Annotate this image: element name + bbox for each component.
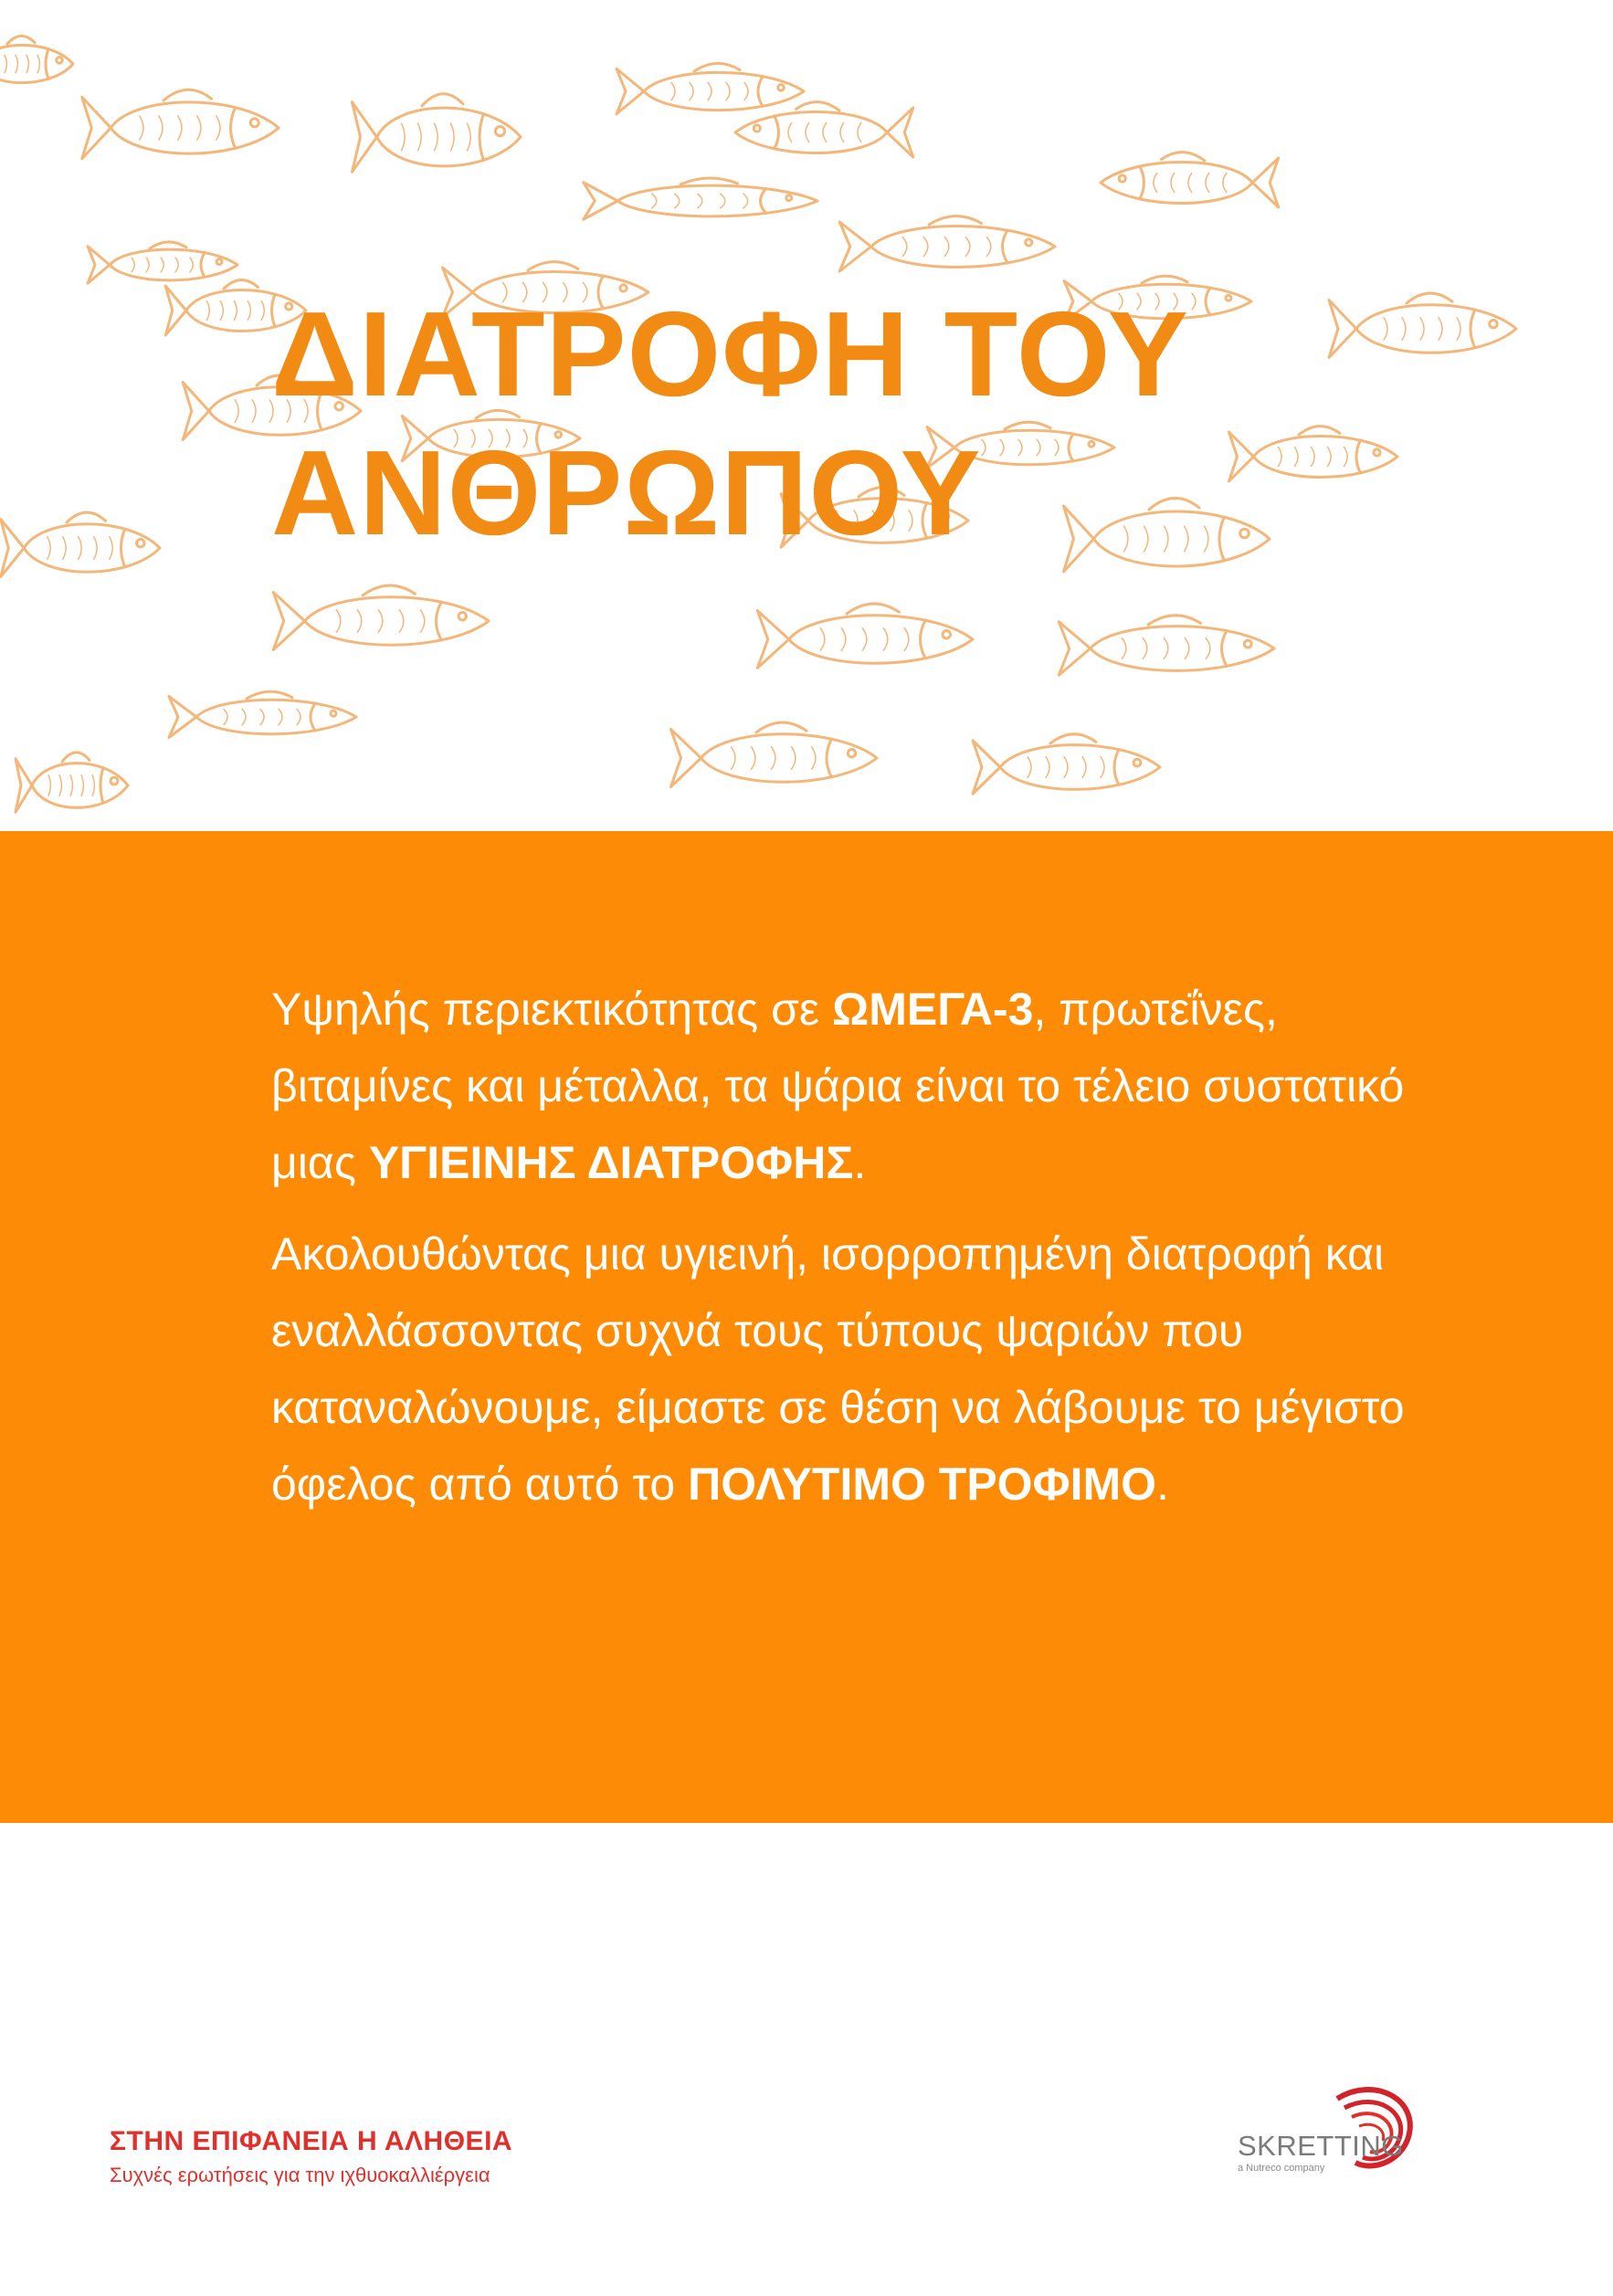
footer-subtitle: Συχνές ερωτήσεις για την ιχθυοκαλλιέργεια xyxy=(110,2164,490,2186)
p2-text-a: Ακολουθώντας μια υγιεινή, ισορροπημένη διατροφή και εναλλάσσοντας συχνά τους τύπους ψαριών που καταναλώνουμε, είμαστε σε θέση να λάβουμε το μέγιστο όφελος από αυτό το xyxy=(271,1228,1405,1510)
paragraph-2 xyxy=(271,1216,1422,1522)
logo-subtext: a Nutreco company xyxy=(1238,2163,1325,2174)
p1-highlight-healthy-diet: ΥΓΙΕΙΝΗΣ ΔΙΑΤΡΟΦΗΣ xyxy=(368,1137,854,1188)
footer-series xyxy=(110,2124,512,2192)
p2-text-c: . xyxy=(1156,1459,1169,1510)
title-line-2: ΑΝΘΡΩΠΟΥ xyxy=(271,426,982,560)
p1-highlight-omega: ΩΜΕΓΑ-3 xyxy=(832,984,1034,1035)
logo-text: SKRETTING xyxy=(1238,2130,1404,2162)
page-title xyxy=(271,285,1189,563)
skretting-logo xyxy=(1235,2080,1418,2181)
p1-text-e: . xyxy=(853,1137,867,1188)
p2-highlight-precious-food: ΠΟΛΥΤΙΜΟ ΤΡΟΦΙΜΟ xyxy=(688,1459,1157,1510)
title-line-1: ΔΙΑΤΡΟΦΗ ΤΟΥ xyxy=(271,287,1189,421)
body-text xyxy=(271,971,1422,1522)
footer-title: ΣΤΗΝ ΕΠΙΦΑΝΕΙΑ Η ΑΛΗΘΕΙΑ xyxy=(110,2126,513,2156)
p1-text-a: Υψηλής περιεκτικότητας σε xyxy=(271,984,833,1035)
paragraph-1 xyxy=(271,971,1422,1201)
p1-text-c: , πρωτεΐνες, βιταμίνες και μέταλλα, τα ψάρια είναι το τέλειο συστατικό μιας xyxy=(271,984,1405,1188)
